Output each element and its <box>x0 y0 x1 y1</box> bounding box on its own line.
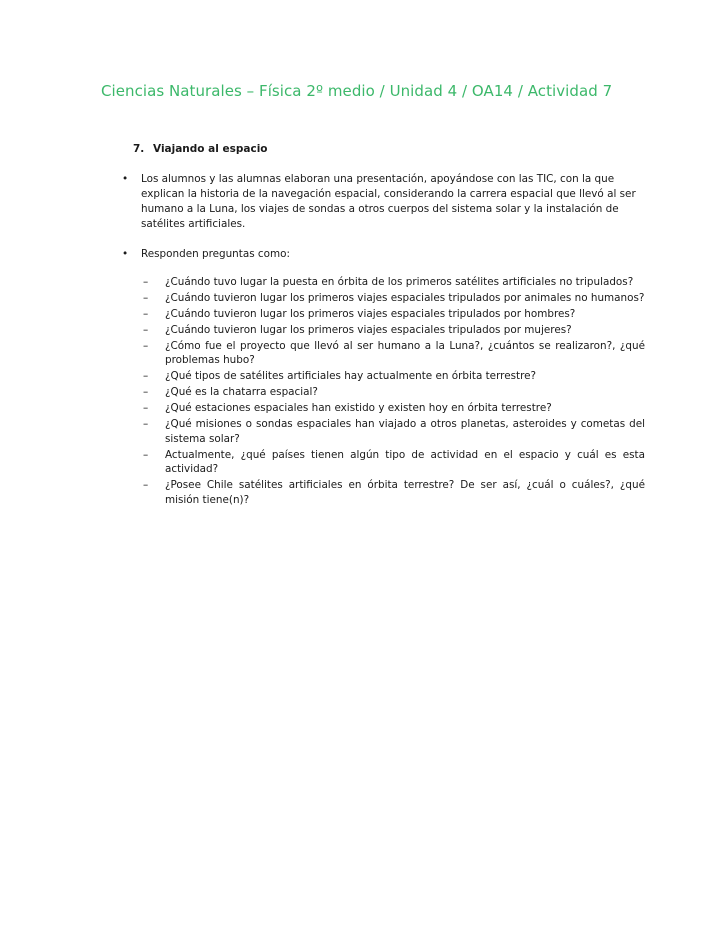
list-item <box>143 448 645 477</box>
dash-icon: – <box>143 402 149 415</box>
intro-text: Los alumnos y las alumnas elaboran una presentación, apoyándose con las TIC, con la que explican la historia de la navegación espacial, considerando la carrera espacial que llevó al ser humano a la Luna, los viajes de sondas a otros cuerpos del sistema solar y la instalación de satélites artificiales. <box>141 173 636 230</box>
question-text: ¿Qué tipos de satélites artificiales hay actualmente en órbita terrestre? <box>165 370 537 383</box>
list-item <box>143 401 645 415</box>
activity-title-text: Viajando al espacio <box>153 143 268 155</box>
list-item <box>143 369 645 383</box>
question-text: ¿Qué misiones o sondas espaciales han viajado a otros planetas, asteroides y cometas del sistema solar? <box>165 418 645 445</box>
intro-paragraph <box>122 172 644 232</box>
question-text: ¿Cómo fue el proyecto que llevó al ser humano a la Luna?, ¿cuántos se realizaron?, ¿qué problemas hubo? <box>165 340 645 367</box>
prompt-text: Responden preguntas como: <box>141 248 290 260</box>
dash-icon: – <box>143 386 149 399</box>
list-item <box>143 323 645 337</box>
dash-icon: – <box>143 370 149 383</box>
list-item <box>143 275 645 289</box>
dash-icon: – <box>143 276 149 288</box>
questions-list <box>143 275 645 509</box>
dash-icon: – <box>143 418 149 431</box>
question-text: ¿Cuándo tuvieron lugar los primeros viajes espaciales tripulados por hombres? <box>165 308 576 320</box>
dash-icon: – <box>143 292 149 304</box>
list-item <box>143 339 645 368</box>
question-text: ¿Qué es la chatarra espacial? <box>165 386 318 399</box>
activity-title <box>133 143 268 155</box>
list-item <box>143 478 645 507</box>
list-item <box>143 385 645 399</box>
list-item <box>143 307 645 321</box>
question-text: ¿Cuándo tuvieron lugar los primeros viajes espaciales tripulados por animales no humanos? <box>165 292 645 304</box>
dash-icon: – <box>143 479 149 492</box>
question-text: Actualmente, ¿qué países tienen algún tipo de actividad en el espacio y cuál es esta actividad? <box>165 448 645 476</box>
bullet-icon: • <box>122 173 129 185</box>
question-text: ¿Cuándo tuvieron lugar los primeros viajes espaciales tripulados por mujeres? <box>165 324 572 336</box>
list-item <box>143 291 645 305</box>
dash-icon: – <box>143 324 149 336</box>
page-header-title: Ciencias Naturales – Física 2º medio / Unidad 4 / OA14 / Actividad 7 <box>101 82 613 100</box>
list-item <box>143 417 645 446</box>
dash-icon: – <box>143 340 149 352</box>
question-text: ¿Cuándo tuvo lugar la puesta en órbita de los primeros satélites artificiales no tripulados? <box>165 276 634 288</box>
questions-prompt <box>122 247 644 262</box>
question-text: ¿Qué estaciones espaciales han existido y existen hoy en órbita terrestre? <box>165 402 552 415</box>
activity-number: 7. <box>133 143 145 155</box>
question-text: ¿Posee Chile satélites artificiales en órbita terrestre? De ser así, ¿cuál o cuáles?, ¿qué misión tiene(n)? <box>165 479 645 506</box>
bullet-icon: • <box>122 248 129 260</box>
dash-icon: – <box>143 308 149 320</box>
dash-icon: – <box>143 448 149 461</box>
